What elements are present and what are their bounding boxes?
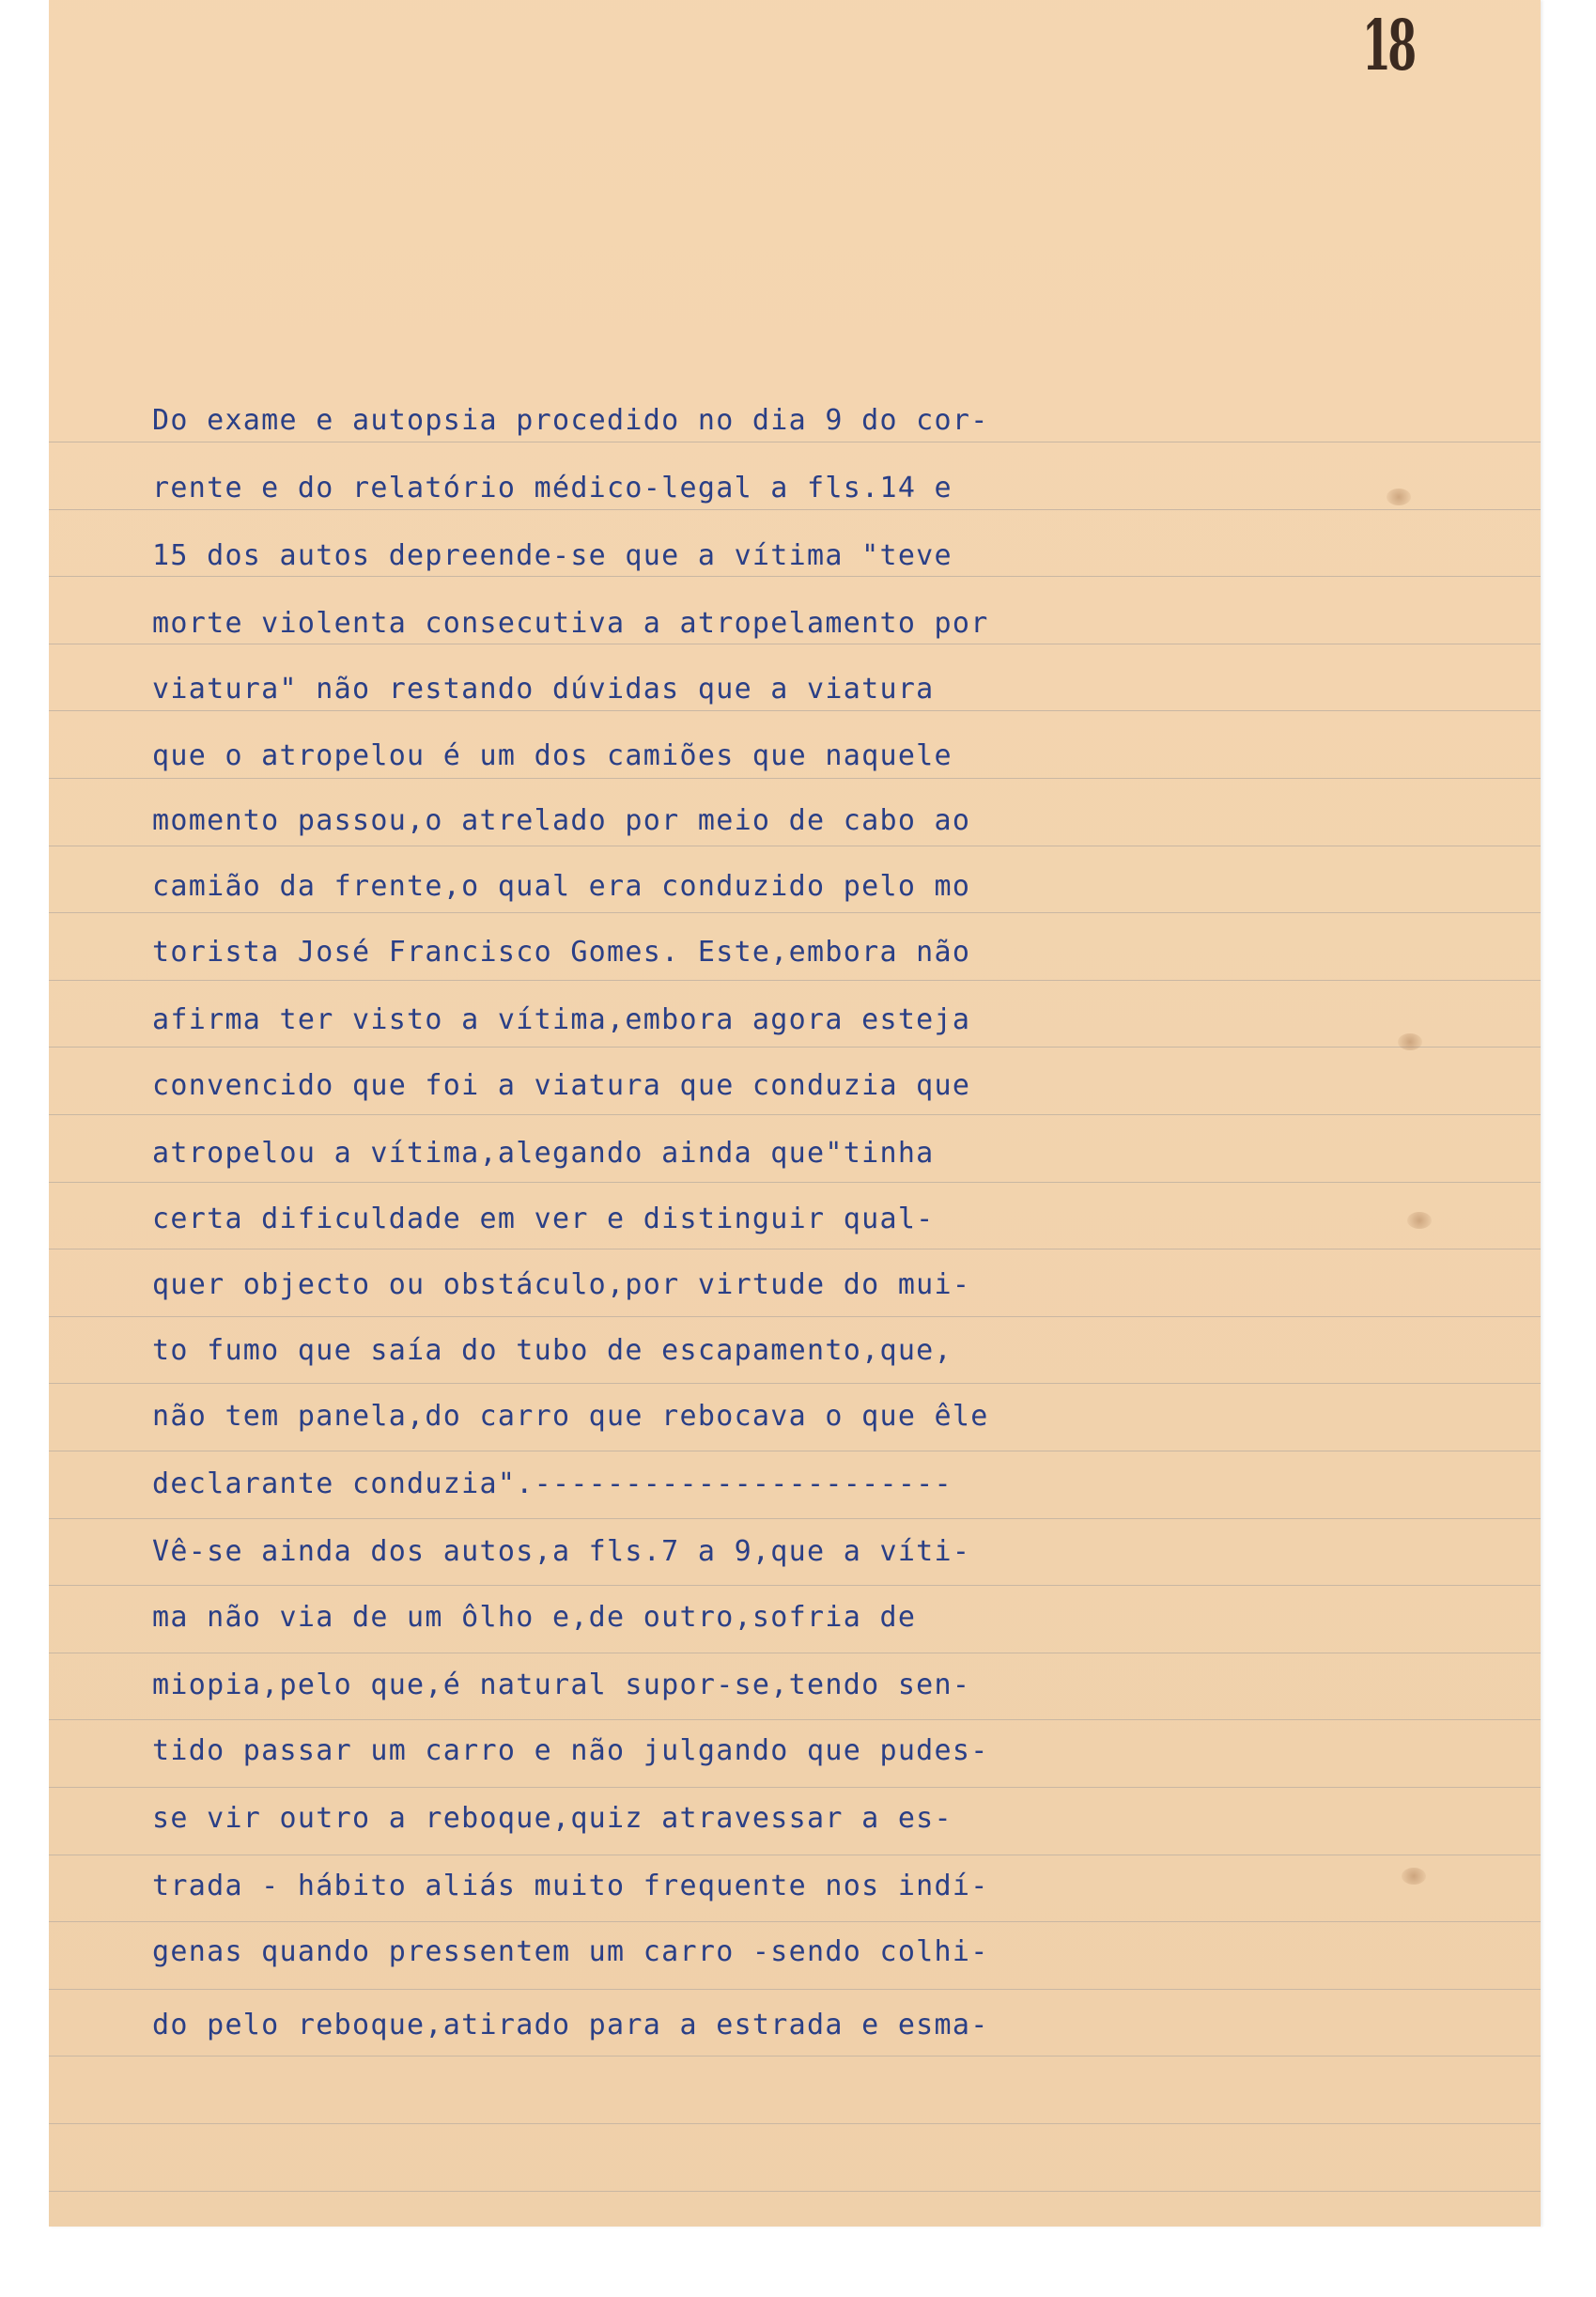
text-line: se vir outro a reboque,quiz atravessar a es- (152, 1802, 953, 1835)
text-line: do pelo reboque,atirado para a estrada e esma- (152, 2009, 989, 2041)
ruled-line (49, 1719, 1541, 1720)
text-line: não tem panela,do carro que rebocava o que êle (152, 1400, 989, 1433)
ruled-line (49, 1114, 1541, 1115)
ruled-line (49, 1921, 1541, 1922)
text-line: atropelou a vítima,alegando ainda que"tinha (152, 1137, 935, 1170)
binding-hole (1402, 1868, 1426, 1885)
text-line: ma não via de um ôlho e,de outro,sofria de (152, 1601, 917, 1634)
ruled-line (49, 1989, 1541, 1990)
binding-hole (1407, 1212, 1432, 1229)
ruled-line (49, 1518, 1541, 1519)
folio-number: 18 (1362, 6, 1414, 86)
text-line: tido passar um carro e não julgando que pudes- (152, 1734, 989, 1767)
text-line: Vê-se ainda dos autos,a fls.7 a 9,que a víti- (152, 1535, 971, 1568)
text-line: convencido que foi a viatura que conduzia que (152, 1069, 971, 1102)
ruled-line (49, 912, 1541, 913)
text-line: viatura" não restando dúvidas que a viatura (152, 673, 935, 706)
text-line: 15 dos autos depreende-se que a vítima "teve (152, 539, 953, 572)
ruled-line (49, 1047, 1541, 1048)
binding-hole (1387, 489, 1411, 505)
text-line: to fumo que saía do tubo de escapamento,que, (152, 1334, 953, 1367)
ruled-line (49, 980, 1541, 981)
text-line: morte violenta consecutiva a atropelamento por (152, 607, 989, 640)
document-page (49, 0, 1541, 2227)
text-line: miopia,pelo que,é natural supor-se,tendo sen- (152, 1668, 971, 1701)
text-line: rente e do relatório médico-legal a fls.14 e (152, 472, 953, 504)
binding-hole (1398, 1033, 1422, 1050)
text-line: afirma ter visto a vítima,embora agora esteja (152, 1003, 971, 1036)
ruled-line (49, 509, 1541, 510)
ruled-line (49, 1182, 1541, 1183)
ruled-line (49, 1585, 1541, 1586)
ruled-line (49, 2123, 1541, 2124)
ruled-line (49, 1316, 1541, 1317)
ruled-line (49, 710, 1541, 711)
text-line: trada - hábito aliás muito frequente nos indí- (152, 1870, 989, 1902)
ruled-line (49, 1383, 1541, 1384)
text-line: torista José Francisco Gomes. Este,embora não (152, 936, 971, 969)
text-line: genas quando pressentem um carro -sendo colhi- (152, 1935, 989, 1968)
text-line: momento passou,o atrelado por meio de cabo ao (152, 804, 971, 837)
text-line: que o atropelou é um dos camiões que naquele (152, 739, 953, 772)
ruled-line (49, 1787, 1541, 1788)
ruled-line (49, 576, 1541, 577)
ruled-line (49, 2191, 1541, 2192)
ruled-line (49, 778, 1541, 779)
text-line: declarante conduzia".----------------------- (152, 1467, 953, 1500)
text-line: camião da frente,o qual era conduzido pelo mo (152, 870, 971, 903)
text-line: Do exame e autopsia procedido no dia 9 do cor- (152, 404, 989, 437)
text-line: certa dificuldade em ver e distinguir qual- (152, 1203, 935, 1235)
text-line: quer objecto ou obstáculo,por virtude do mui- (152, 1268, 971, 1301)
